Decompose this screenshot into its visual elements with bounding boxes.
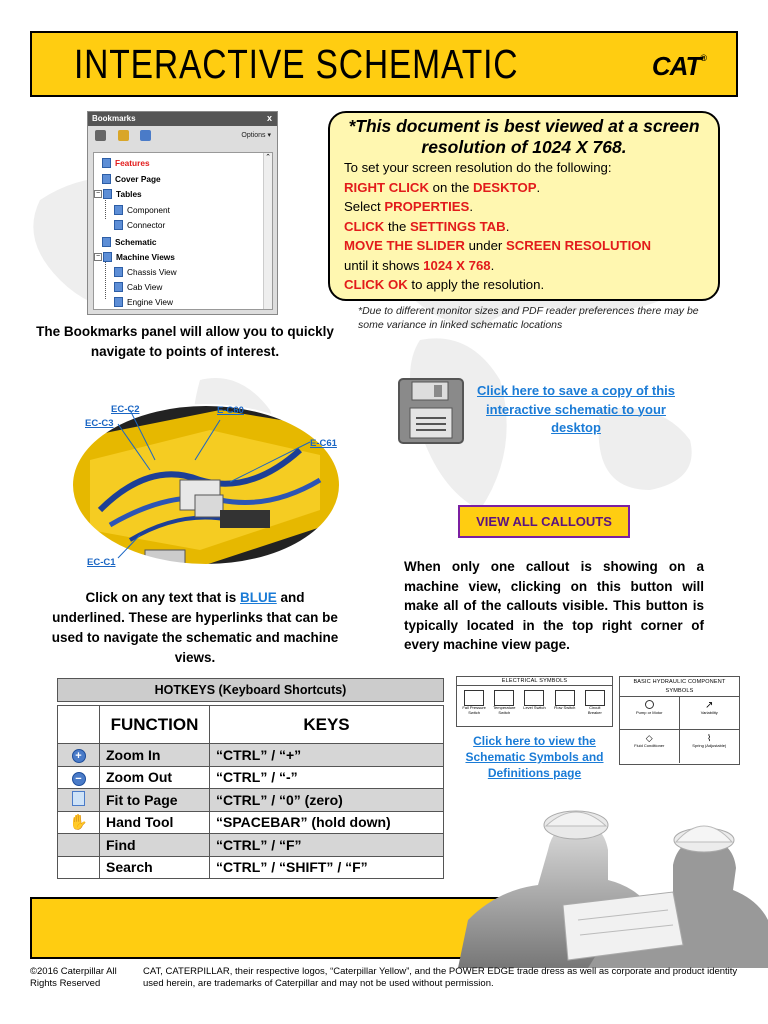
keys-cell: “CTRL” / “0” (zero): [210, 789, 444, 812]
bookmark-icon: [102, 237, 111, 247]
symbol-item: Fail Pressure Switch: [461, 690, 487, 715]
save-copy-link[interactable]: Click here to save a copy of this interactive schematic to your desktop: [477, 383, 675, 435]
function-cell: Zoom Out: [100, 766, 210, 789]
callout-link[interactable]: EC-C1: [87, 557, 116, 568]
table-row: [58, 834, 444, 857]
bookmark-item: − Tables: [95, 189, 142, 199]
header-banner: [30, 31, 738, 97]
table-row: [58, 789, 444, 812]
zoom-in-icon: +: [72, 749, 86, 763]
bookmark-item: Component: [114, 204, 170, 216]
bookmark-icon: [114, 205, 123, 215]
callout-link[interactable]: EC-C3: [85, 418, 114, 429]
keys-header: KEYS: [210, 706, 444, 744]
table-row: [58, 766, 444, 789]
resolution-note: *Due to different monitor sizes and PDF reader preferences there may be some variance in linked schematic locations: [358, 305, 699, 331]
function-cell: Find: [100, 834, 210, 857]
cat-logo: CAT®: [651, 51, 706, 81]
instruction-line: CLICK OK to apply the resolution.: [344, 277, 545, 292]
hotkeys-table: [57, 705, 444, 879]
function-cell: Fit to Page: [100, 789, 210, 812]
symbol-item: Temperature Switch: [491, 690, 517, 715]
legal-text: CAT, CATERPILLAR, their respective logos, “Caterpillar Yellow”, and the POWER EDGE trade dress as well as corporate and product identity used herein, are trademarks of Caterpillar and may not be used without permission.: [143, 966, 738, 989]
table-header-row: [58, 706, 444, 744]
scrollbar: ⌃: [263, 153, 272, 309]
bookmark-item: Cover Page: [102, 173, 161, 185]
symbol-item: ◇ Fluid Conditioner: [620, 730, 680, 763]
fit-page-icon: [72, 791, 85, 806]
symbol-item: ⌇ Spring (Adjustable): [692, 733, 727, 748]
function-cell: Zoom In: [100, 744, 210, 767]
icon-header: [58, 706, 100, 744]
instruction-line: Select PROPERTIES.: [344, 199, 474, 214]
page-title: INTERACTIVE SCHEMATIC: [74, 41, 519, 87]
copyright-text: ©2016 Caterpillar All Rights Reserved: [30, 966, 117, 989]
table-row: [58, 856, 444, 879]
bookmarks-caption: The Bookmarks panel will allow you to quickly navigate to points of interest.: [36, 324, 334, 359]
workers-photo: [458, 770, 768, 968]
instruction-line: RIGHT CLICK on the DESKTOP.: [344, 179, 541, 195]
options-menu: Options ▾: [241, 132, 271, 139]
bookmarks-panel: [87, 111, 278, 315]
symbol-item: Pump or Motor: [620, 697, 680, 730]
floppy-disk-icon[interactable]: [398, 378, 464, 444]
instruction-line: To set your screen resolution do the following:: [344, 160, 612, 175]
bookmarks-list: [93, 152, 273, 310]
bookmark-icon: [114, 267, 123, 277]
table-row: [58, 811, 444, 834]
bookmark-icon: [114, 282, 123, 292]
symbol-item: Flow Switch: [552, 690, 578, 715]
bookmark-item: Engine View: [114, 296, 173, 308]
new-bookmark-icon: [118, 130, 129, 141]
symbols-definitions-link[interactable]: Click here to view the Schematic Symbols and Definitions page: [465, 734, 604, 780]
instruction-line: until it shows 1024 X 768.: [344, 257, 495, 273]
bookmark-icon: [103, 189, 112, 199]
expand-bookmark-icon: [140, 130, 151, 141]
keys-cell: “SPACEBAR” (hold down): [210, 811, 444, 834]
close-icon: x: [266, 113, 272, 123]
function-cell: Hand Tool: [100, 811, 210, 834]
bookmark-item: − Machine Views: [95, 252, 175, 262]
electrical-symbols-thumbnail[interactable]: ELECTRICAL SYMBOLS Fail Pressure Switch Temperature Switch Level Switch Flow Switch Circuit Breaker: [456, 676, 613, 727]
zoom-out-icon: −: [72, 772, 86, 786]
keys-cell: “CTRL” / “SHIFT” / “F”: [210, 856, 444, 879]
instruction-line: CLICK the SETTINGS TAB.: [344, 218, 510, 234]
hyperlink-caption: Click on any text that is BLUE and underlined. These are hyperlinks that can be used to navigate the schematic and machine views.: [51, 590, 339, 665]
symbol-item: ↗ Variability: [680, 697, 740, 730]
symbol-item: Level Switch: [521, 690, 547, 715]
table-row: [58, 744, 444, 767]
callout-link[interactable]: EC-C2: [111, 404, 140, 415]
function-header: FUNCTION: [100, 706, 210, 744]
instruction-line: MOVE THE SLIDER under SCREEN RESOLUTION: [344, 238, 652, 253]
bookmark-icon: [102, 158, 111, 168]
bookmark-icon: [114, 220, 123, 230]
bookmarks-titlebar: Bookmarks x: [88, 112, 277, 126]
view-all-description: When only one callout is showing on a machine view, clicking on this button will make all of the callouts visible. This button is typically located in the top right corner of every machine view page.: [404, 559, 704, 652]
bookmark-item: Features: [102, 157, 150, 169]
bookmark-item: Chassis View: [114, 266, 177, 278]
bookmark-item: Schematic: [102, 236, 157, 248]
trash-icon: [95, 130, 106, 141]
hydraulic-symbols-thumbnail[interactable]: BASIC HYDRAULIC COMPONENT SYMBOLS Pump or Motor ↗ Variability ◇ Fluid Conditioner ⌇ Spring (Adjustable): [619, 676, 740, 765]
bookmark-item: Cab View: [114, 281, 162, 293]
function-cell: Search: [100, 856, 210, 879]
resolution-instructions: [328, 111, 720, 301]
resolution-heading: *This document is best viewed at a screen resolution of 1024 X 768.: [348, 116, 700, 157]
view-all-callouts-button[interactable]: VIEW ALL CALLOUTS: [458, 505, 630, 538]
keys-cell: “CTRL” / “+”: [210, 744, 444, 767]
blue-link-example[interactable]: BLUE: [240, 590, 277, 605]
symbol-item: Circuit Breaker: [582, 690, 608, 715]
bookmark-icon: [114, 297, 123, 307]
bookmark-item: Connector: [114, 219, 165, 231]
bookmark-icon: [103, 252, 112, 262]
callout-link[interactable]: E-C60: [217, 405, 244, 416]
hand-tool-icon: ✋: [69, 814, 88, 832]
keys-cell: “CTRL” / “-”: [210, 766, 444, 789]
hotkeys-title: HOTKEYS (Keyboard Shortcuts): [57, 678, 444, 702]
bookmark-icon: [102, 174, 111, 184]
keys-cell: “CTRL” / “F”: [210, 834, 444, 857]
bookmarks-toolbar: [88, 126, 277, 144]
callout-link[interactable]: E-C61: [310, 438, 337, 449]
